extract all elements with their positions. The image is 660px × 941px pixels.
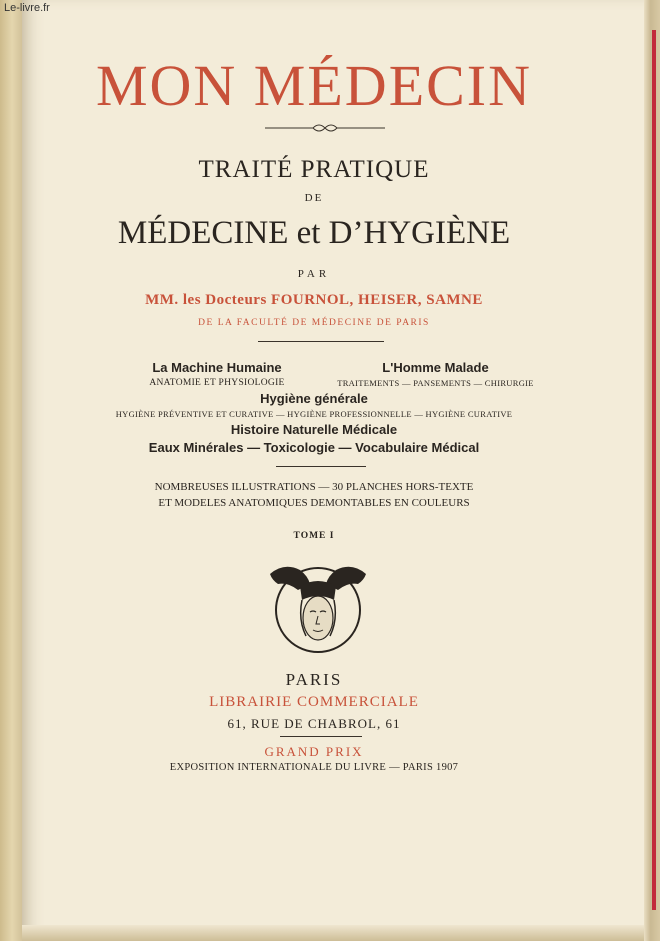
publisher-address: 61, RUE DE CHABROL, 61 — [227, 716, 401, 731]
red-page-edge — [652, 30, 656, 910]
authors: MM. les Docteurs FOURNOL, HEISER, SAMNE — [145, 292, 483, 308]
section-machine-humaine: La Machine Humaine — [152, 360, 282, 375]
watermark: Le-livre.fr — [4, 2, 50, 14]
section-hygiene-sub: HYGIÈNE PRÉVENTIVE ET CURATIVE — HYGIÈNE PROFESSIONNELLE — HYGIÈNE CURATIVE — [115, 409, 513, 419]
faculty: DE LA FACULTÉ DE MÉDECINE DE PARIS — [198, 318, 430, 328]
divider — [280, 736, 362, 737]
winged-mercury-head-icon — [262, 560, 374, 658]
section-machine-sub: ANATOMIE ET PHYSIOLOGIE — [149, 378, 285, 388]
subtitle-medecine: MÉDECINE et D’HYGIÈNE — [117, 215, 511, 251]
subtitle-de: DE — [304, 192, 324, 204]
title-page — [22, 0, 644, 941]
section-histoire: Histoire Naturelle Médicale — [230, 422, 398, 437]
par-label: PAR — [297, 268, 331, 280]
divider — [258, 341, 384, 342]
publisher: LIBRAIRIE COMMERCIALE — [209, 694, 419, 710]
section-homme-malade-sub: TRAITEMENTS — PANSEMENTS — CHIRURGIE — [337, 378, 534, 388]
city: PARIS — [285, 670, 343, 689]
ornament-rule-icon — [265, 120, 385, 136]
tome-label: TOME I — [293, 531, 335, 541]
book-spine — [0, 0, 22, 941]
section-eaux: Eaux Minérales — Toxicologie — Vocabulaire Médical — [148, 440, 480, 455]
book-title: MON MÉDECIN — [95, 53, 533, 118]
illustrations-line-2: ET MODELES ANATOMIQUES DEMONTABLES EN COULEURS — [158, 497, 470, 509]
exposition-line: EXPOSITION INTERNATIONALE DU LIVRE — PARIS 1907 — [169, 762, 459, 773]
divider — [276, 466, 366, 467]
subtitle-traite: TRAITÉ PRATIQUE — [198, 156, 430, 183]
illustrations-line-1: NOMBREUSES ILLUSTRATIONS — 30 PLANCHES HORS-TEXTE — [154, 481, 474, 493]
section-hygiene: Hygiène générale — [260, 391, 368, 406]
page-bottom-edge — [22, 925, 644, 941]
grand-prix: GRAND PRIX — [264, 744, 364, 759]
section-homme-malade: L'Homme Malade — [382, 360, 489, 375]
